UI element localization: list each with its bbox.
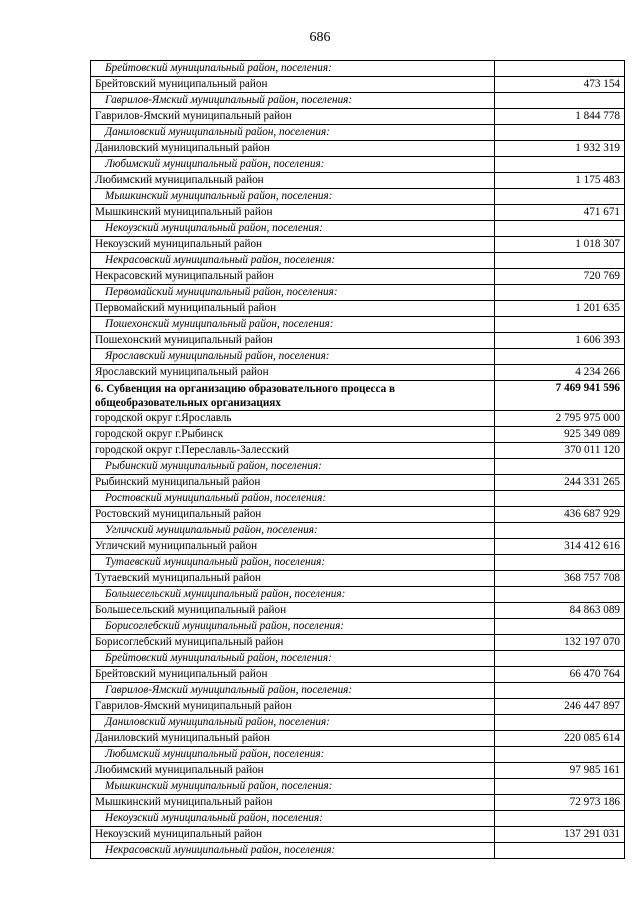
row-amount: 132 197 070 bbox=[495, 635, 625, 651]
row-amount bbox=[495, 125, 625, 141]
row-name: 6. Субвенция на организацию образовательного процесса в общеобразовательных организациях bbox=[91, 381, 495, 411]
row-amount: 1 201 635 bbox=[495, 301, 625, 317]
row-amount bbox=[495, 349, 625, 365]
row-amount bbox=[495, 491, 625, 507]
row-name: Угличский муниципальный район, поселения: bbox=[91, 523, 495, 539]
row-amount bbox=[495, 459, 625, 475]
row-name: Брейтовский муниципальный район, поселения: bbox=[91, 651, 495, 667]
table-row bbox=[91, 763, 625, 779]
subheading-row bbox=[91, 285, 625, 301]
row-amount bbox=[495, 221, 625, 237]
row-name: Большесельский муниципальный район bbox=[91, 603, 495, 619]
row-name: Даниловский муниципальный район, поселения: bbox=[91, 125, 495, 141]
table-row bbox=[91, 443, 625, 459]
table-body bbox=[91, 61, 625, 859]
table-row bbox=[91, 365, 625, 381]
row-amount: 1 606 393 bbox=[495, 333, 625, 349]
row-name: Ярославский муниципальный район, поселения: bbox=[91, 349, 495, 365]
row-amount bbox=[495, 715, 625, 731]
row-amount: 244 331 265 bbox=[495, 475, 625, 491]
table-row bbox=[91, 333, 625, 349]
table-row bbox=[91, 77, 625, 93]
row-name: Мышкинский муниципальный район bbox=[91, 205, 495, 221]
row-amount: 1 018 307 bbox=[495, 237, 625, 253]
subheading-row bbox=[91, 555, 625, 571]
table-row bbox=[91, 411, 625, 427]
table-row bbox=[91, 237, 625, 253]
table-row bbox=[91, 603, 625, 619]
row-amount: 471 671 bbox=[495, 205, 625, 221]
row-name: городской округ г.Рыбинск bbox=[91, 427, 495, 443]
row-name: Гаврилов-Ямский муниципальный район, поселения: bbox=[91, 93, 495, 109]
table-row bbox=[91, 507, 625, 523]
row-amount: 1 932 319 bbox=[495, 141, 625, 157]
row-amount bbox=[495, 683, 625, 699]
row-amount bbox=[495, 555, 625, 571]
subheading-row bbox=[91, 715, 625, 731]
row-amount: 4 234 266 bbox=[495, 365, 625, 381]
row-name: Мышкинский муниципальный район, поселения: bbox=[91, 779, 495, 795]
table-row bbox=[91, 539, 625, 555]
table-row bbox=[91, 141, 625, 157]
row-name: Борисоглебский муниципальный район bbox=[91, 635, 495, 651]
row-name: Некрасовский муниципальный район, поселения: bbox=[91, 843, 495, 859]
row-name: Любимский муниципальный район bbox=[91, 173, 495, 189]
table-row bbox=[91, 427, 625, 443]
row-amount bbox=[495, 587, 625, 603]
subheading-row bbox=[91, 619, 625, 635]
row-name: Тутаевский муниципальный район bbox=[91, 571, 495, 587]
row-name: Рыбинский муниципальный район, поселения: bbox=[91, 459, 495, 475]
table-row bbox=[91, 205, 625, 221]
row-name: Брейтовский муниципальный район bbox=[91, 77, 495, 93]
subheading-row bbox=[91, 491, 625, 507]
subheading-row bbox=[91, 221, 625, 237]
row-amount: 473 154 bbox=[495, 77, 625, 93]
subheading-row bbox=[91, 459, 625, 475]
row-name: городской округ г.Ярославль bbox=[91, 411, 495, 427]
row-amount bbox=[495, 157, 625, 173]
row-name: Пошехонский муниципальный район, поселения: bbox=[91, 317, 495, 333]
subheading-row bbox=[91, 317, 625, 333]
row-amount bbox=[495, 843, 625, 859]
table-row bbox=[91, 571, 625, 587]
row-amount bbox=[495, 285, 625, 301]
row-name: Некоузский муниципальный район, поселения: bbox=[91, 221, 495, 237]
row-amount: 1 175 483 bbox=[495, 173, 625, 189]
table-row bbox=[91, 731, 625, 747]
row-name: Угличский муниципальный район bbox=[91, 539, 495, 555]
row-amount: 720 769 bbox=[495, 269, 625, 285]
row-name: Брейтовский муниципальный район bbox=[91, 667, 495, 683]
subheading-row bbox=[91, 189, 625, 205]
row-amount bbox=[495, 61, 625, 77]
row-name: Рыбинский муниципальный район bbox=[91, 475, 495, 491]
subheading-row bbox=[91, 587, 625, 603]
row-name: Гаврилов-Ямский муниципальный район bbox=[91, 109, 495, 125]
row-amount: 137 291 031 bbox=[495, 827, 625, 843]
row-name: Первомайский муниципальный район, поселения: bbox=[91, 285, 495, 301]
row-amount bbox=[495, 651, 625, 667]
section-heading-row bbox=[91, 381, 625, 411]
table-row bbox=[91, 301, 625, 317]
row-amount: 2 795 975 000 bbox=[495, 411, 625, 427]
row-name: Любимский муниципальный район, поселения: bbox=[91, 747, 495, 763]
table-row bbox=[91, 269, 625, 285]
subheading-row bbox=[91, 747, 625, 763]
table-row bbox=[91, 667, 625, 683]
row-name: Некрасовский муниципальный район, поселения: bbox=[91, 253, 495, 269]
row-name: Тутаевский муниципальный район, поселения: bbox=[91, 555, 495, 571]
row-amount: 370 011 120 bbox=[495, 443, 625, 459]
row-name: городской округ г.Переславль-Залесский bbox=[91, 443, 495, 459]
row-name: Любимский муниципальный район, поселения: bbox=[91, 157, 495, 173]
row-name: Даниловский муниципальный район, поселения: bbox=[91, 715, 495, 731]
row-amount bbox=[495, 253, 625, 269]
row-amount bbox=[495, 619, 625, 635]
subheading-row bbox=[91, 651, 625, 667]
row-amount bbox=[495, 779, 625, 795]
table-row bbox=[91, 635, 625, 651]
row-amount: 1 844 778 bbox=[495, 109, 625, 125]
row-name: Пошехонский муниципальный район bbox=[91, 333, 495, 349]
row-amount bbox=[495, 317, 625, 333]
table-row bbox=[91, 475, 625, 491]
row-name: Некоузский муниципальный район bbox=[91, 827, 495, 843]
subheading-row bbox=[91, 349, 625, 365]
row-name: Некоузский муниципальный район, поселения: bbox=[91, 811, 495, 827]
row-amount bbox=[495, 747, 625, 763]
row-name: Большесельский муниципальный район, поселения: bbox=[91, 587, 495, 603]
subheading-row bbox=[91, 811, 625, 827]
row-amount: 7 469 941 596 bbox=[495, 381, 625, 411]
subheading-row bbox=[91, 253, 625, 269]
row-name: Любимский муниципальный район bbox=[91, 763, 495, 779]
row-amount: 246 447 897 bbox=[495, 699, 625, 715]
table-row bbox=[91, 827, 625, 843]
subheading-row bbox=[91, 779, 625, 795]
row-amount: 368 757 708 bbox=[495, 571, 625, 587]
row-name: Ростовский муниципальный район, поселения: bbox=[91, 491, 495, 507]
row-amount bbox=[495, 189, 625, 205]
subheading-row bbox=[91, 125, 625, 141]
row-amount: 925 349 089 bbox=[495, 427, 625, 443]
table-row bbox=[91, 699, 625, 715]
row-amount bbox=[495, 811, 625, 827]
row-amount: 220 085 614 bbox=[495, 731, 625, 747]
row-name: Брейтовский муниципальный район, поселения: bbox=[91, 61, 495, 77]
page-number: 686 bbox=[309, 30, 331, 45]
subheading-row bbox=[91, 683, 625, 699]
row-amount: 97 985 161 bbox=[495, 763, 625, 779]
row-name: Борисоглебский муниципальный район, поселения: bbox=[91, 619, 495, 635]
row-name: Некрасовский муниципальный район bbox=[91, 269, 495, 285]
row-amount bbox=[495, 93, 625, 109]
row-name: Некоузский муниципальный район bbox=[91, 237, 495, 253]
row-name: Даниловский муниципальный район bbox=[91, 731, 495, 747]
subheading-row bbox=[91, 93, 625, 109]
row-amount bbox=[495, 523, 625, 539]
row-name: Даниловский муниципальный район bbox=[91, 141, 495, 157]
row-name: Мышкинский муниципальный район, поселения: bbox=[91, 189, 495, 205]
row-amount: 314 412 616 bbox=[495, 539, 625, 555]
row-name: Мышкинский муниципальный район bbox=[91, 795, 495, 811]
table-row bbox=[91, 795, 625, 811]
row-name: Ярославский муниципальный район bbox=[91, 365, 495, 381]
row-name: Гаврилов-Ямский муниципальный район, поселения: bbox=[91, 683, 495, 699]
row-amount: 436 687 929 bbox=[495, 507, 625, 523]
row-amount: 84 863 089 bbox=[495, 603, 625, 619]
row-amount: 72 973 186 bbox=[495, 795, 625, 811]
subheading-row bbox=[91, 157, 625, 173]
row-name: Первомайский муниципальный район bbox=[91, 301, 495, 317]
subvention-table bbox=[90, 60, 625, 859]
subheading-row bbox=[91, 843, 625, 859]
table-row bbox=[91, 173, 625, 189]
row-name: Гаврилов-Ямский муниципальный район bbox=[91, 699, 495, 715]
row-name: Ростовский муниципальный район bbox=[91, 507, 495, 523]
subheading-row bbox=[91, 61, 625, 77]
subheading-row bbox=[91, 523, 625, 539]
row-amount: 66 470 764 bbox=[495, 667, 625, 683]
table-row bbox=[91, 109, 625, 125]
